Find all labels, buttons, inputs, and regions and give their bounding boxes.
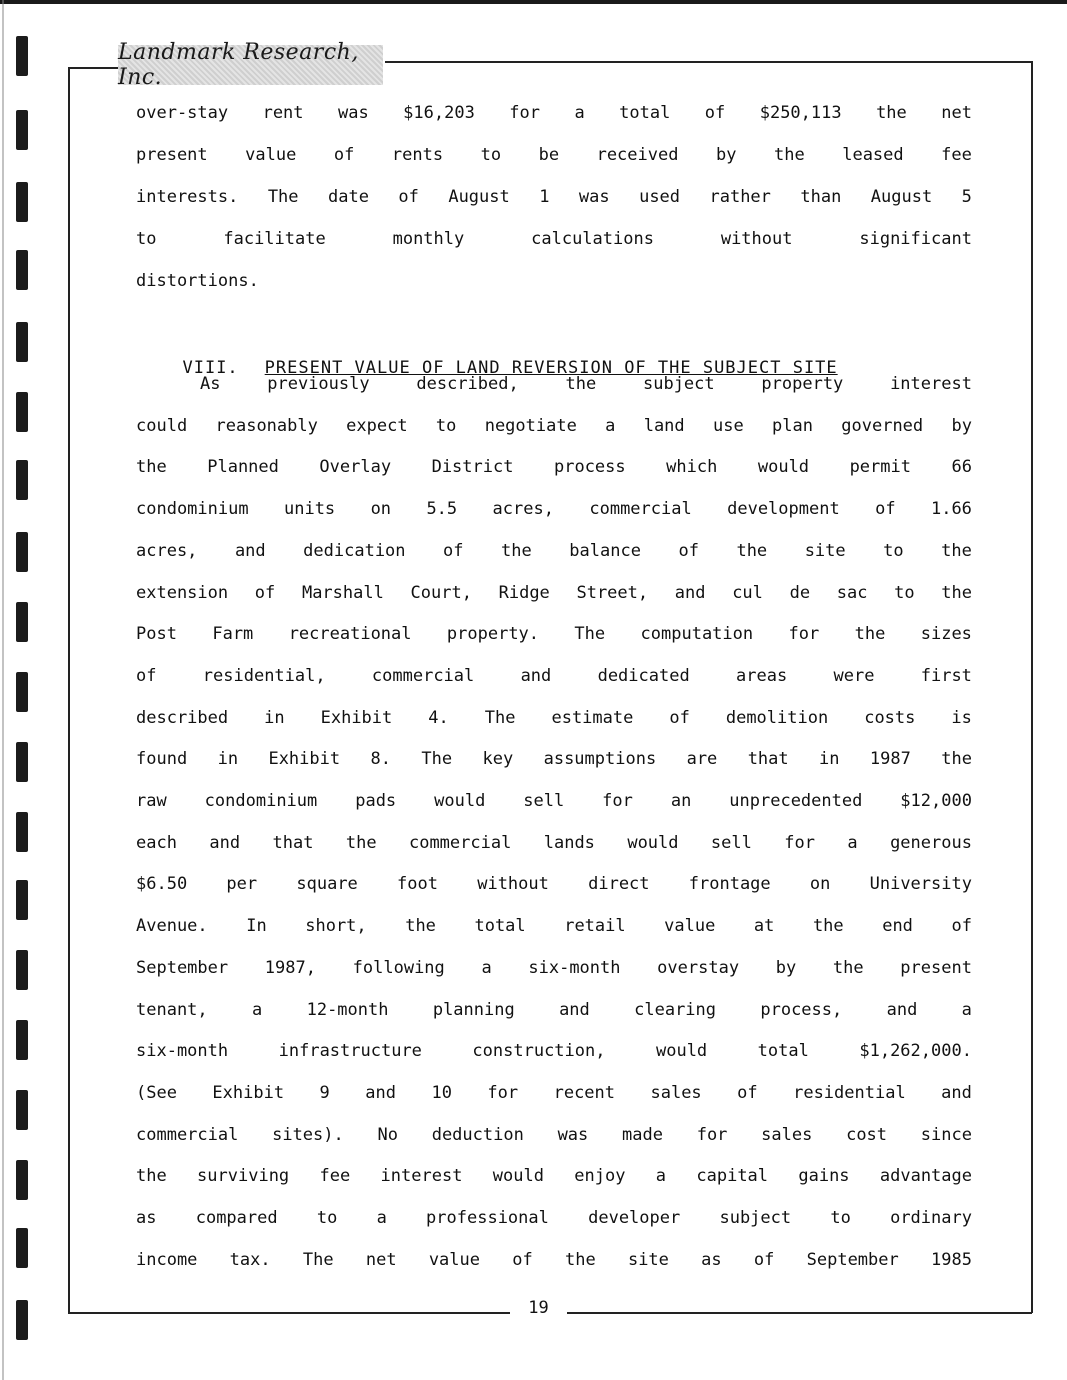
binding-hole: [16, 672, 28, 712]
frame-border-top: [385, 61, 1032, 63]
text-line: interests. The date of August 1 was used rather than August 5: [136, 187, 972, 207]
text-line: the Planned Overlay District process which would permit 66: [136, 457, 972, 478]
binding-hole: [16, 392, 28, 432]
text-line: acres, and dedication of the balance of the site to the: [136, 540, 972, 561]
text-line: commercial sites). No deduction was made for sales cost since: [136, 1124, 972, 1145]
frame-border-bottom: [68, 1312, 510, 1314]
binding-hole: [16, 1160, 28, 1200]
text-line: raw condominium pads would sell for an unprecedented $12,000: [136, 791, 972, 811]
binding-hole: [16, 812, 28, 852]
text-line: distortions.: [136, 271, 259, 291]
frame-border-top: [68, 67, 118, 69]
text-line: over-stay rent was $16,203 for a total of $250,113 the net: [136, 103, 972, 123]
text-line: could reasonably expect to negotiate a land use plan governed by: [136, 415, 972, 436]
section-title: PRESENT VALUE OF LAND REVERSION OF THE SUBJECT SITE: [264, 358, 838, 378]
binding-hole: [16, 182, 28, 222]
binding-hole: [16, 602, 28, 642]
text-line: each and that the commercial lands would sell for a generous: [136, 832, 972, 853]
binding-hole: [16, 250, 28, 290]
text-line: described in Exhibit 4. The estimate of demolition costs is: [136, 707, 972, 728]
binding-hole: [16, 950, 28, 990]
binding-hole: [16, 110, 28, 150]
text-line: condominium units on 5.5 acres, commercial development of 1.66: [136, 499, 972, 520]
frame-border-bottom: [567, 1312, 1032, 1314]
text-line: tenant, a 12-month planning and clearing process, and a: [136, 999, 972, 1020]
logo-text: Landmark Research, Inc.: [118, 40, 359, 90]
section-number: VIII.: [182, 358, 239, 378]
text-line: September 1987, following a six-month overstay by the present: [136, 957, 972, 978]
text-line: extension of Marshall Court, Ridge Street, and cul de sac to the: [136, 582, 972, 603]
binding-hole: [16, 1228, 28, 1268]
section-heading: [160, 332, 838, 378]
text-line: Post Farm recreational property. The computation for the sizes: [136, 624, 972, 645]
text-line: (See Exhibit 9 and 10 for recent sales of residential and: [136, 1082, 972, 1103]
text-line: $6.50 per square foot without direct frontage on University: [136, 874, 972, 895]
frame-border-left: [68, 67, 70, 1313]
text-line: the surviving fee interest would enjoy a capital gains advantage: [136, 1166, 972, 1187]
text-line: to facilitate monthly calculations without significant: [136, 229, 972, 249]
binding-hole: [16, 742, 28, 782]
binding-hole: [16, 1020, 28, 1060]
binding-hole: [16, 460, 28, 500]
text-line: As previously described, the subject property interest: [200, 374, 972, 394]
binding-hole: [16, 532, 28, 572]
text-line: present value of rents to be received by the leased fee: [136, 145, 972, 165]
binding-hole: [16, 36, 28, 76]
page-top-edge: [0, 0, 1067, 4]
company-logo: [118, 40, 383, 90]
page-edge-line: [2, 0, 4, 1380]
binding-holes: [0, 0, 40, 1380]
text-line: income tax. The net value of the site as of September 1985: [136, 1249, 972, 1270]
binding-hole: [16, 322, 28, 362]
page-number: 19: [528, 1298, 549, 1318]
binding-hole: [16, 1090, 28, 1130]
text-line: six-month infrastructure construction, would total $1,262,000.: [136, 1041, 972, 1062]
binding-hole: [16, 1300, 28, 1340]
text-line: found in Exhibit 8. The key assumptions are that in 1987 the: [136, 749, 972, 770]
binding-hole: [16, 880, 28, 920]
text-line: of residential, commercial and dedicated areas were first: [136, 665, 972, 686]
text-line: as compared to a professional developer subject to ordinary: [136, 1208, 972, 1228]
text-line: Avenue. In short, the total retail value at the end of: [136, 916, 972, 937]
frame-border-right: [1031, 61, 1033, 1313]
